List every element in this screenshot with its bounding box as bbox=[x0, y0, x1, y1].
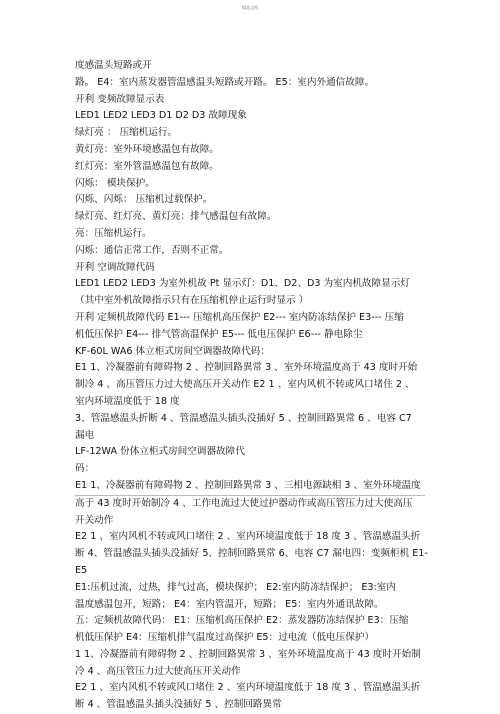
text-line: 亮：压缩机运行。 bbox=[75, 227, 152, 239]
text-line: 1 1、冷凝器前有障碍物 2 、控制回路異常 3 、室外环境温度高于 43 度时开始制 bbox=[75, 648, 421, 660]
text-line: 温度感温包开，短路； E4：室内管温开，短路； E5：室内外通讯故障。 bbox=[75, 598, 384, 610]
text-line: E5 bbox=[75, 564, 88, 576]
text-line: 红灯亮：室外管温感温包有故障。 bbox=[75, 160, 219, 172]
text-line: LF-12WA 份体立柜式房间空调器故障代 bbox=[75, 446, 245, 458]
text-line: KF-60L WA6 体立柜式房间空调器故障代码： bbox=[75, 345, 270, 357]
text-line: 黄灯亮：室外环境感温包有故障。 bbox=[75, 143, 219, 155]
text-line: 绿灯亮、红灯亮、黄灯亮：排气感温包有故障。 bbox=[75, 211, 277, 223]
text-line: 漏电 bbox=[75, 429, 95, 441]
text-line: 机低压保护 E4--- 排气管高温保护 E5--- 低电压保护 E6--- 静电除尘 bbox=[75, 328, 363, 340]
text-line: 闪烁、闪烁： 压缩机过载保护。 bbox=[75, 194, 213, 206]
text-line: E1 1、冷凝器前有障碍物 2 、控制回路異常 3 、室外环境温度高于 43 度时开始 bbox=[75, 362, 418, 374]
text-line: 度感温头短路或开 bbox=[75, 60, 152, 71]
text-line: 冷 4 、高压管压力过大使高压开关动作 bbox=[75, 665, 241, 677]
text-line: 断 4、管温感温头插头没插好 5、控制回路異常 6、电容 C7 漏电四：变频柜机 E1- bbox=[75, 548, 428, 560]
text-line: 开利 变频故障显示表 bbox=[75, 93, 165, 105]
text-line: 开利 空调故障代码 bbox=[75, 261, 155, 273]
text-line: E1:压机过流，过热，排气过高，模块保护； E2:室内防冻结保护； E3:室内 bbox=[75, 581, 396, 593]
text-line: E1 1、冷凝器前有障碍物 2 、控制回路異常 3 、三相电源缺相 3 、室外环境温度 bbox=[75, 478, 425, 496]
text-line: LED1 LED2 LED3 D1 D2 D3 故障现象 bbox=[75, 110, 247, 122]
text-line: E2 1 、室内风机不转或风口堵住 2 、室内环境温度低于 18 度 3 、管温感温头折 bbox=[75, 531, 421, 543]
text-line: E2 1 、室内风机不转或风口堵住 2 、室内环境温度低于 18 度 3 、管温感温头折 bbox=[75, 682, 421, 694]
text-line: 断 4 、管温感温头插头没插好 5 、控制回路異常 bbox=[75, 699, 282, 711]
text-line: 码： bbox=[75, 463, 95, 475]
page-header: 精品文档 bbox=[242, 5, 258, 10]
text-line: LED1 LED2 LED3 为室外机故 Pt 显示灯：D1、D2、D3 为室内机故障显示灯 bbox=[75, 278, 410, 290]
text-line: （其中室外机故障指示只有在压缩机停止运行时显示 ） bbox=[75, 295, 309, 307]
text-line: 3、管温感温头折断 4 、管温感温头插头没插好 5 、控制回路異常 6 、电容 C7 bbox=[75, 412, 412, 424]
text-line: 开利 定频机故障代码 E1--- 压缩机高压保护 E2--- 室内防冻结保护 E3--- 压缩 bbox=[75, 311, 404, 323]
text-line: 绿灯亮 ： 压缩机运行。 bbox=[75, 127, 178, 139]
text-line: 路。 E4：室内蒸发器管温感温头短路或开路。 E5：室内外通信故障。 bbox=[75, 76, 375, 88]
text-line: 闪烁：通信正常工作，否则不正常。 bbox=[75, 244, 229, 256]
text-line: 五：定频机故障代码： E1：压缩机高压保护 E2：蒸发器防冻结保护 E3：压缩 bbox=[75, 615, 409, 627]
text-line: 室内环境温度低于 18 度 bbox=[75, 395, 180, 407]
text-line: 高于 43 度时开始制冷 4 、工作电流过大使过护器动作或高压管压力过大使高压 bbox=[75, 497, 413, 509]
text-line: 机低压保护 E4：压缩机排气温度过高保护 E5：过电流（低电压保护） bbox=[75, 632, 375, 644]
text-line: 闪烁： 模块保护。 bbox=[75, 177, 155, 189]
document-body bbox=[75, 58, 428, 714]
text-line: 开关动作 bbox=[75, 514, 114, 526]
text-line: 制冷 4 、高压管压力过大使高压开关动作 E2 1 、室内风机不转或风口堵住 2 、 bbox=[75, 379, 415, 391]
